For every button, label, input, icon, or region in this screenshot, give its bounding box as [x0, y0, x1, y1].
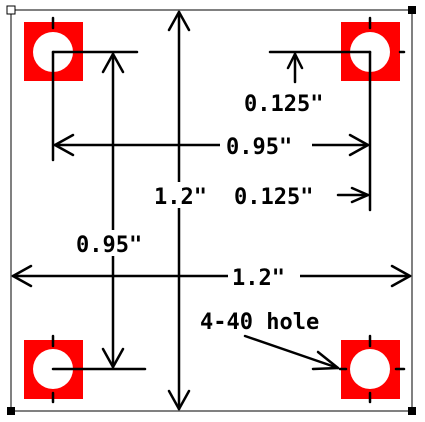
corner-handle-top-left[interactable]: [7, 6, 15, 14]
label-board-width-group: [228, 263, 300, 291]
corner-handle-bottom-left[interactable]: [7, 407, 15, 415]
label-edge-offset-right-group: [234, 185, 313, 210]
label-board-height: 1.2": [154, 185, 207, 210]
corner-handle-top-right[interactable]: [408, 6, 416, 14]
label-edge-offset-top: 0.125": [244, 92, 324, 117]
pad-bottom-right: [341, 340, 400, 399]
label-edge-offset-right: 0.125": [234, 185, 314, 210]
corner-handle-bottom-right[interactable]: [408, 407, 416, 415]
label-board-height-group: [150, 182, 220, 210]
label-board-width: 1.2": [232, 266, 285, 291]
label-hole-spacing-vertical: 0.95": [76, 233, 143, 258]
label-hole-spacing-horizontal: 0.95": [226, 135, 293, 160]
label-hole-spacing-horizontal-group: [220, 132, 312, 160]
label-hole-spacing-vertical-group: [72, 230, 162, 258]
label-edge-offset-top-group: [244, 92, 323, 117]
label-hole-callout: 4-40 hole: [200, 310, 320, 335]
label-hole-callout-group: [200, 310, 319, 335]
leader-hole-callout: [245, 336, 338, 368]
